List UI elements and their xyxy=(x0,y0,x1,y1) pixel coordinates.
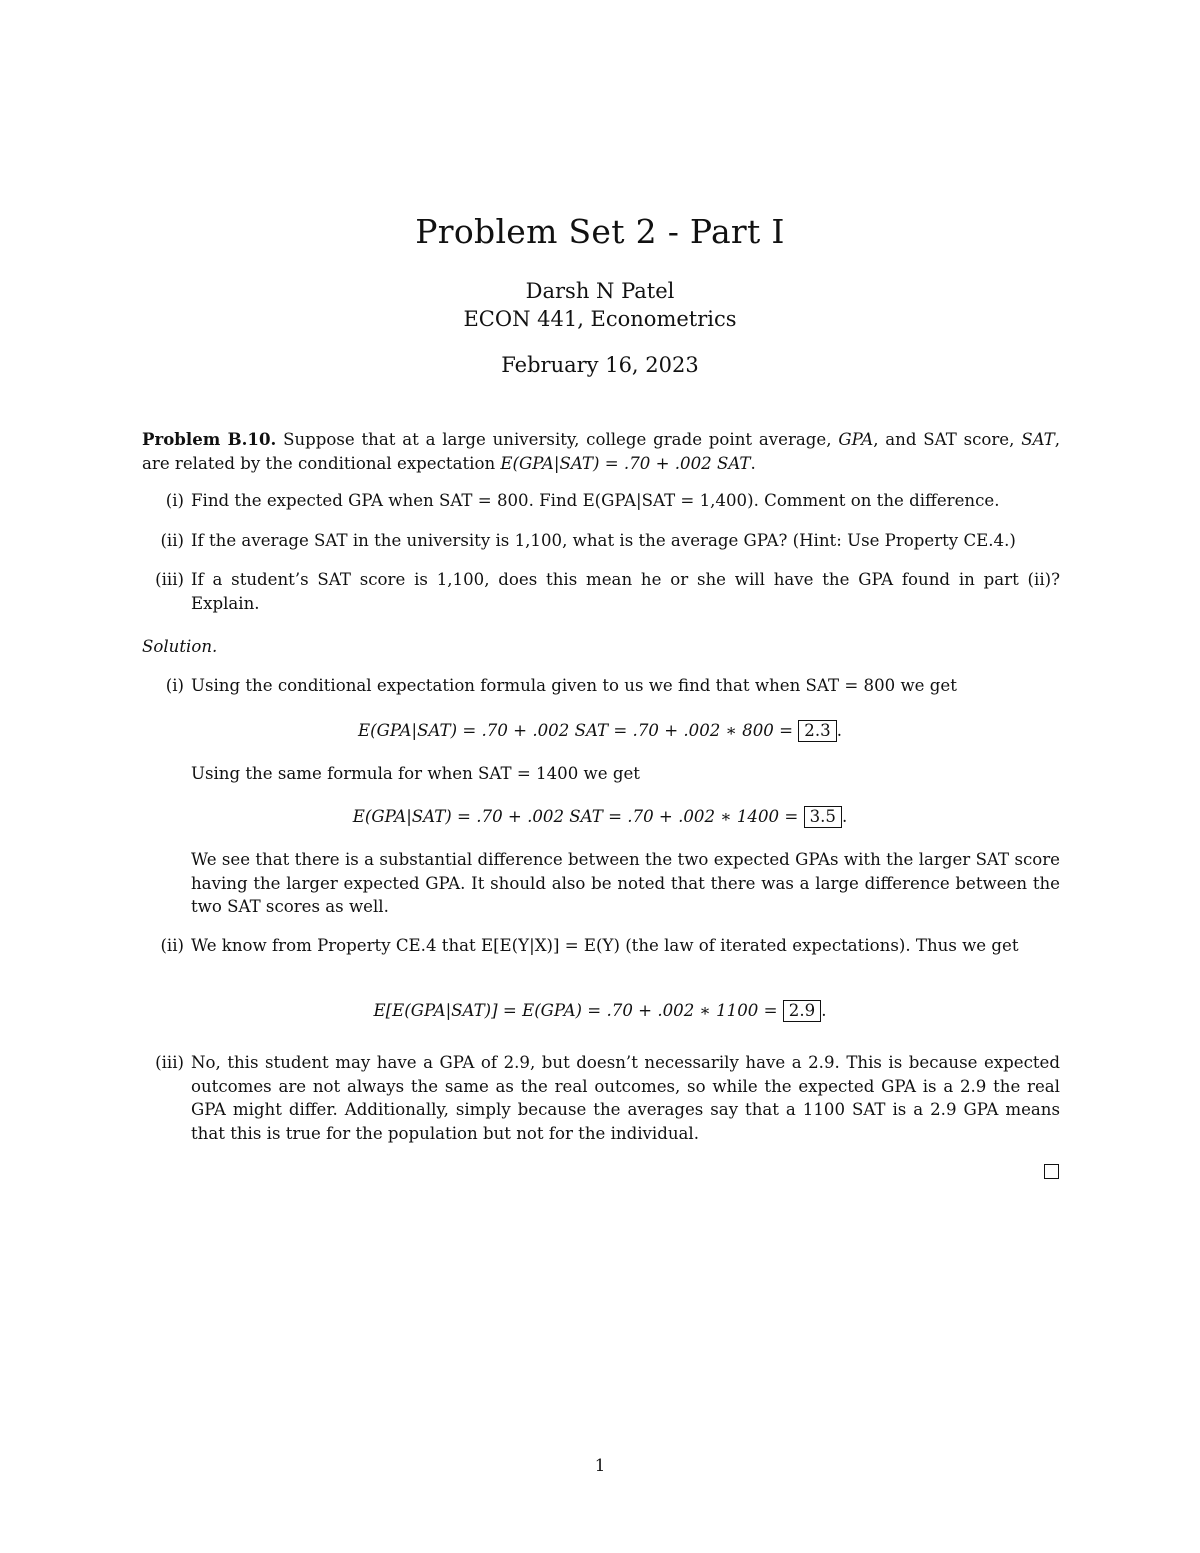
problem-text-a: Suppose that at a large university, college grade point average, xyxy=(276,430,839,449)
page-number: 1 xyxy=(594,1456,606,1475)
problem-text-end: . xyxy=(750,453,756,473)
solution-label xyxy=(142,635,1060,659)
part-text: We see that there is a substantial difference between the two expected GPAs with the larger SAT score having the larger expected GPA. It should also be noted that there was a large difference between the two SAT scores as well. xyxy=(191,850,1060,916)
equation-3: E[E(GPA|SAT)] = E(GPA) = .70 + .002 ∗ 1100 = 2.9 . xyxy=(373,1001,827,1020)
equation-3-result: 2.9 xyxy=(783,1000,821,1022)
part-text: Find the expected GPA when SAT = 800. Find E(GPA|SAT = 1,400). Comment on the difference. xyxy=(191,491,1000,510)
problem-expectation: E(GPA|SAT) = .70 + .002 SAT xyxy=(500,453,751,473)
part-text: Using the same formula for when SAT = 1400 we get xyxy=(191,764,640,783)
part-number: (iii) xyxy=(155,1053,184,1072)
equation-2: E(GPA|SAT) = .70 + .002 SAT = .70 + .002 ∗ 1400 = 3.5 . xyxy=(352,807,848,826)
equation-2-text: E(GPA|SAT) = .70 + .002 SAT = .70 + .002 ∗ 1400 = xyxy=(352,807,799,826)
part-text: If the average SAT in the university is 1,100, what is the average GPA? (Hint: Use Property CE.4.) xyxy=(191,531,1016,550)
problem-gpa: GPA xyxy=(838,430,874,449)
part-number: (ii) xyxy=(160,531,184,550)
part-text: We know from Property CE.4 that E[E(Y|X)] = E(Y) (the law of iterated expectations). Thus we get xyxy=(191,936,1019,955)
document-date: February 16, 2023 xyxy=(501,353,699,377)
part-text: If a student’s SAT score is 1,100, does this mean he or she will have the GPA found in part (ii)? Explain. xyxy=(191,570,1060,613)
equation-1-text: E(GPA|SAT) = .70 + .002 SAT = .70 + .002 ∗ 800 = xyxy=(358,721,794,740)
problem-label: Problem B.10. xyxy=(142,429,277,449)
page-title: Problem Set 2 - Part I xyxy=(415,212,785,251)
part-number: (ii) xyxy=(160,936,184,955)
part-text: No, this student may have a GPA of 2.9, but doesn’t necessarily have a 2.9. This is because expected outcomes are not always the same as the real outcomes, so while the expected GPA is a 2.9 the real GPA might differ. Additionally, simply because the averages say that a 1100 SAT is a 2.9 GPA means that this is true for the population but not for the individual. xyxy=(191,1053,1060,1143)
problem-text-c: , are related by the conditional expectation xyxy=(142,430,1060,473)
part-number: (iii) xyxy=(155,570,184,589)
solution-label-text: Solution. xyxy=(142,637,218,656)
course-name: ECON 441, Econometrics xyxy=(463,307,737,331)
problem-sat: SAT xyxy=(1021,430,1055,449)
author-name: Darsh N Patel xyxy=(525,279,675,303)
equation-1-result: 2.3 xyxy=(798,720,836,742)
problem-text-b: , and SAT score, xyxy=(873,430,1022,449)
part-text: Using the conditional expectation formula given to us we find that when SAT = 800 we get xyxy=(191,676,957,695)
part-number: (i) xyxy=(165,676,184,695)
qed-box-icon xyxy=(1044,1164,1059,1179)
problem-statement xyxy=(142,428,1060,475)
equation-2-result: 3.5 xyxy=(804,806,842,828)
equation-3-text: E[E(GPA|SAT)] = E(GPA) = .70 + .002 ∗ 1100 = xyxy=(373,1001,778,1020)
equation-1: E(GPA|SAT) = .70 + .002 SAT = .70 + .002 ∗ 800 = 2.3 . xyxy=(358,721,842,740)
part-number: (i) xyxy=(165,491,184,510)
